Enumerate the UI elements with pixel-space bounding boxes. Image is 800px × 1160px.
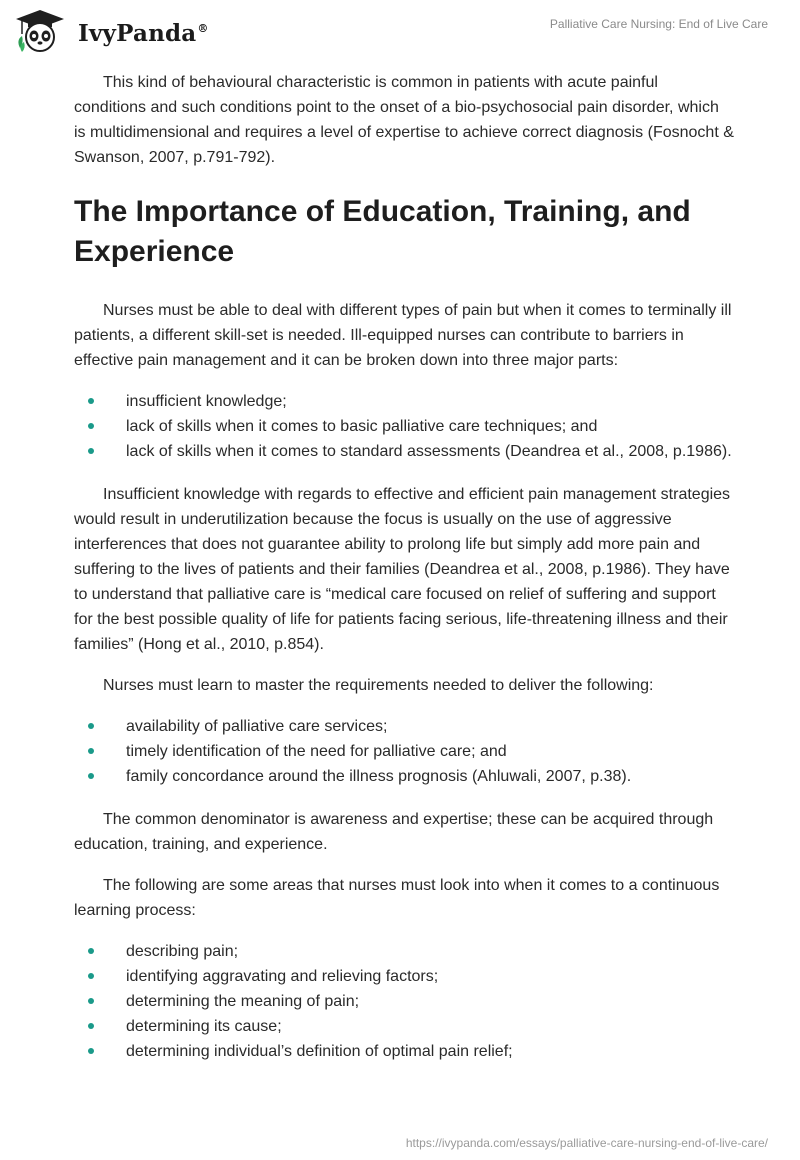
bullet-icon bbox=[88, 948, 94, 954]
bullet-icon bbox=[88, 748, 94, 754]
document-title: Palliative Care Nursing: End of Live Care bbox=[549, 17, 768, 31]
bullet-list bbox=[74, 714, 734, 789]
bullet-icon bbox=[88, 973, 94, 979]
bullet-icon bbox=[88, 1023, 94, 1029]
paragraph: Nurses must learn to master the requirements needed to deliver the following: bbox=[103, 677, 654, 694]
bullet-icon bbox=[88, 723, 94, 729]
list-item: insufficient knowledge; bbox=[74, 389, 734, 414]
bullet-icon bbox=[88, 448, 94, 454]
list-item: lack of skills when it comes to basic palliative care techniques; and bbox=[74, 414, 734, 439]
bullet-icon bbox=[88, 773, 94, 779]
list-item: describing pain; bbox=[74, 939, 734, 964]
paragraph: Insufficient knowledge with regards to effective and efficient pain management strategies would result in underutilization because the focus is usually on the use of aggressive interferences that does not guarantee ability to prolong life but simply add more pain and suffering to the lives of patients and their families (Deandrea et al., 2008, p.1986). They have to understand that palliative care is “medical care focused on relief of suffering and support for the best possible quality of life for patients facing serious, life-threatening illness and their families” (Hong et al., 2010, p.854). bbox=[74, 486, 731, 653]
article-body bbox=[74, 70, 734, 1082]
list-item: identifying aggravating and relieving factors; bbox=[74, 964, 734, 989]
list-item: family concordance around the illness prognosis (Ahluwali, 2007, p.38). bbox=[74, 764, 734, 789]
panda-graduate-icon[interactable] bbox=[14, 8, 66, 54]
page-header bbox=[0, 0, 800, 64]
list-item: determining individual’s definition of optimal pain relief; bbox=[74, 1039, 734, 1064]
paragraph: Nurses must be able to deal with different types of pain but when it comes to terminally ill patients, a different skill-set is needed. Ill-equipped nurses can contribute to barriers in effective pain management and it can be broken down into three major parts: bbox=[74, 302, 732, 369]
paragraph: The following are some areas that nurses must look into when it comes to a continuous learning process: bbox=[74, 877, 720, 919]
bullet-icon bbox=[88, 998, 94, 1004]
bullet-list bbox=[74, 389, 734, 464]
section-heading: The Importance of Education, Training, and Experience bbox=[74, 195, 691, 268]
list-item: determining its cause; bbox=[74, 1014, 734, 1039]
paragraph: This kind of behavioural characteristic is common in patients with acute painful conditions and such conditions point to the onset of a bio-psychosocial pain disorder, which is multidimensional and requires a level of expertise to achieve correct diagnosis (Fosnocht & Swanson, 2007, p.791-792). bbox=[74, 74, 734, 166]
bullet-icon bbox=[88, 423, 94, 429]
bullet-icon bbox=[88, 398, 94, 404]
source-url[interactable]: https://ivypanda.com/essays/palliative-care-nursing-end-of-live-care/ bbox=[405, 1136, 768, 1150]
bullet-list bbox=[74, 939, 734, 1064]
bullet-icon bbox=[88, 1048, 94, 1054]
brand-name[interactable]: IvyPanda® bbox=[78, 20, 209, 47]
paragraph: The common denominator is awareness and expertise; these can be acquired through education, training, and experience. bbox=[74, 811, 714, 853]
list-item: determining the meaning of pain; bbox=[74, 989, 734, 1014]
list-item: timely identification of the need for palliative care; and bbox=[74, 739, 734, 764]
list-item: availability of palliative care services; bbox=[74, 714, 734, 739]
list-item: lack of skills when it comes to standard assessments (Deandrea et al., 2008, p.1986). bbox=[74, 439, 734, 464]
